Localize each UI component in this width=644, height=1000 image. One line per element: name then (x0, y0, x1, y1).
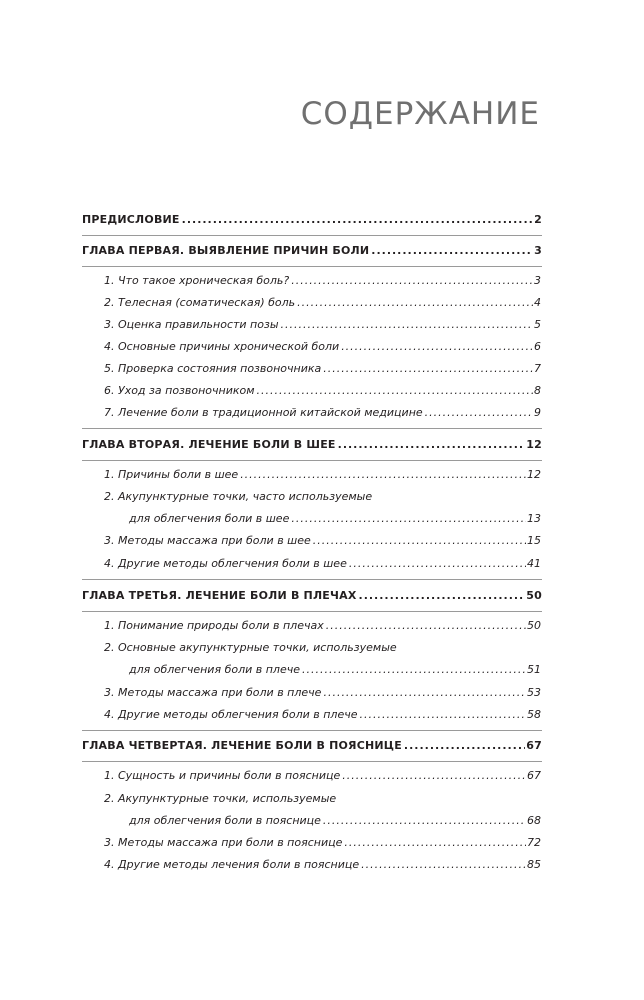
toc-section[interactable] (104, 361, 541, 377)
toc-section-page: 3 (534, 274, 541, 287)
dot-leader (341, 339, 533, 355)
toc-section[interactable] (104, 618, 541, 634)
dot-leader (302, 662, 526, 678)
toc-section-label: 4. Основные причины хронической боли (104, 340, 340, 353)
toc-section-label: 4. Другие методы облегчения боли в шее (104, 557, 347, 570)
toc-section[interactable] (104, 685, 541, 701)
toc-section-page: 13 (527, 512, 541, 525)
toc-chapter-page: 50 (526, 589, 542, 602)
toc-section[interactable] (129, 813, 541, 829)
toc-section-page: 5 (534, 318, 541, 331)
toc-section-page: 67 (527, 769, 541, 782)
toc-section-label: 1. Понимание природы боли в плечах (104, 619, 324, 632)
toc-chapter-page: 12 (526, 438, 542, 451)
toc-section[interactable] (104, 383, 541, 399)
divider (82, 761, 542, 762)
dot-leader (291, 511, 526, 527)
dot-leader (344, 835, 526, 851)
divider (82, 611, 542, 612)
dot-leader (323, 685, 526, 701)
toc-chapter-2[interactable] (82, 437, 542, 453)
toc-section-label: для облегчения боли в шее (129, 512, 290, 525)
toc-section-label-line1[interactable]: 2. Акупунктурные точки, часто используемые (104, 490, 373, 503)
toc-section-label: 4. Другие методы облегчения боли в плече (104, 708, 358, 721)
toc-preface[interactable] (82, 212, 542, 228)
toc-section-page: 7 (534, 362, 541, 375)
toc-section-label-line1[interactable]: 2. Акупунктурные точки, используемые (104, 792, 337, 805)
toc-section-label-line1[interactable]: 2. Основные акупунктурные точки, используемые (104, 641, 397, 654)
toc-section-page: 72 (527, 836, 541, 849)
toc-chapter-label: ГЛАВА ВТОРАЯ. ЛЕЧЕНИЕ БОЛИ В ШЕЕ (82, 438, 336, 451)
toc-preface-page: 2 (534, 213, 542, 226)
dot-leader (281, 317, 533, 333)
dot-leader (361, 857, 526, 873)
toc-chapter-label: ГЛАВА ЧЕТВЕРТАЯ. ЛЕЧЕНИЕ БОЛИ В ПОЯСНИЦЕ (82, 739, 402, 752)
toc-section-label: 7. Лечение боли в традиционной китайской медицине (104, 406, 423, 419)
dot-leader (371, 243, 533, 259)
dot-leader (182, 212, 533, 228)
toc-chapter-label: ГЛАВА ПЕРВАЯ. ВЫЯВЛЕНИЕ ПРИЧИН БОЛИ (82, 244, 370, 257)
toc-section[interactable] (129, 511, 541, 527)
divider (82, 579, 542, 580)
toc-section-page: 68 (527, 814, 541, 827)
toc-section-page: 8 (534, 384, 541, 397)
toc-section-label: 1. Причины боли в шее (104, 468, 239, 481)
toc-section-label: для облегчения боли в пояснице (129, 814, 321, 827)
dot-leader (297, 295, 533, 311)
toc-section-label: 3. Методы массажа при боли в шее (104, 534, 311, 547)
toc-section-page: 58 (527, 708, 541, 721)
toc-section-page: 12 (527, 468, 541, 481)
toc-chapter-page: 3 (534, 244, 542, 257)
toc-section[interactable] (104, 857, 541, 873)
dot-leader (338, 437, 526, 453)
toc-section[interactable] (104, 273, 541, 289)
toc-section[interactable] (104, 405, 541, 421)
dot-leader (404, 738, 525, 754)
toc-chapter-3[interactable] (82, 588, 542, 604)
toc-section[interactable] (104, 339, 541, 355)
toc-section-page: 50 (527, 619, 541, 632)
dot-leader (326, 618, 526, 634)
dot-leader (323, 813, 526, 829)
dot-leader (349, 556, 526, 572)
toc-section[interactable] (129, 662, 541, 678)
toc-section[interactable] (104, 707, 541, 723)
dot-leader (425, 405, 533, 421)
toc-section[interactable] (104, 556, 541, 572)
toc-section[interactable] (104, 835, 541, 851)
toc-section[interactable] (104, 317, 541, 333)
toc-section-page: 15 (527, 534, 541, 547)
toc-preface-label: ПРЕДИСЛОВИЕ (82, 213, 180, 226)
toc-chapter-page: 67 (526, 739, 542, 752)
dot-leader (359, 588, 526, 604)
dot-leader (240, 467, 526, 483)
toc-chapter-1[interactable] (82, 243, 542, 259)
toc-chapter-label: ГЛАВА ТРЕТЬЯ. ЛЕЧЕНИЕ БОЛИ В ПЛЕЧАХ (82, 589, 357, 602)
toc-section-label: 3. Оценка правильности позы (104, 318, 279, 331)
toc-section-page: 9 (534, 406, 541, 419)
divider (82, 428, 542, 429)
divider (82, 730, 542, 731)
dot-leader (291, 273, 533, 289)
toc-section-page: 41 (527, 557, 541, 570)
toc-section-label: 1. Сущность и причины боли в пояснице (104, 769, 341, 782)
divider (82, 460, 542, 461)
toc-section-page: 85 (527, 858, 541, 871)
toc-chapter-4[interactable] (82, 738, 542, 754)
toc-section[interactable] (104, 768, 541, 784)
dot-leader (313, 533, 526, 549)
toc-section-page: 6 (534, 340, 541, 353)
toc-section-label: 4. Другие методы лечения боли в пояснице (104, 858, 360, 871)
dot-leader (323, 361, 533, 377)
toc-section-page: 53 (527, 686, 541, 699)
toc-section-label: 3. Методы массажа при боли в плече (104, 686, 322, 699)
toc-section-label: 3. Методы массажа при боли в пояснице (104, 836, 343, 849)
page-title: СОДЕРЖАНИЕ (300, 96, 540, 132)
toc-section-page: 4 (534, 296, 541, 309)
toc-section[interactable] (104, 467, 541, 483)
divider (82, 266, 542, 267)
toc-section-label: 2. Телесная (соматическая) боль (104, 296, 296, 309)
toc-section[interactable] (104, 295, 541, 311)
toc-section[interactable] (104, 533, 541, 549)
dot-leader (257, 383, 533, 399)
divider (82, 235, 542, 236)
toc-section-page: 51 (527, 663, 541, 676)
dot-leader (360, 707, 527, 723)
toc-section-label: 1. Что такое хроническая боль? (104, 274, 290, 287)
toc-section-label: для облегчения боли в плече (129, 663, 300, 676)
toc-section-label: 5. Проверка состояния позвоночника (104, 362, 322, 375)
toc-section-label: 6. Уход за позвоночником (104, 384, 255, 397)
dot-leader (342, 768, 526, 784)
